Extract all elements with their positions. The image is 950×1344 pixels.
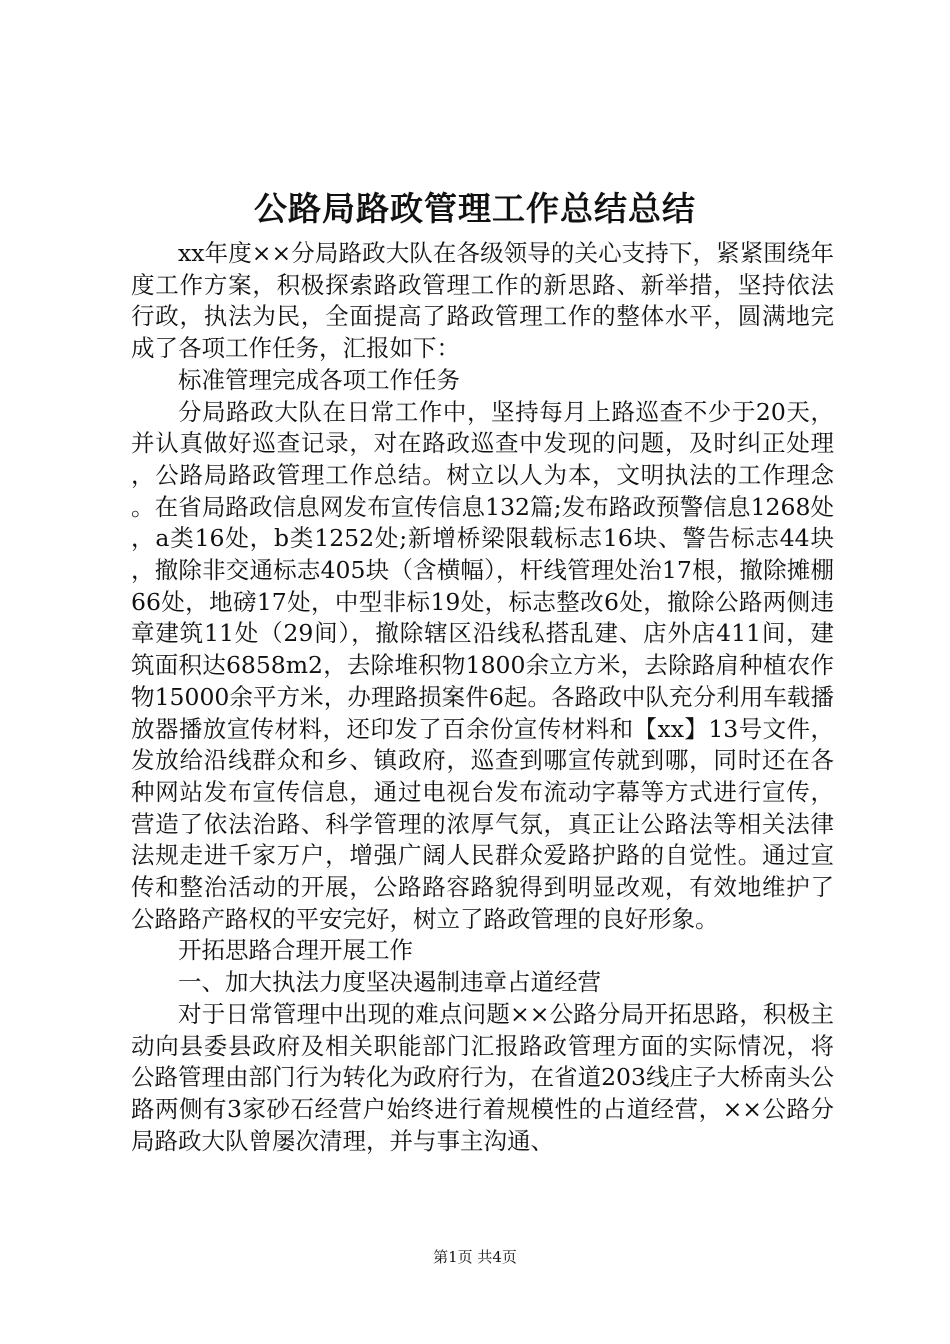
section-heading-expand-ideas: 开拓思路合理开展工作 [178, 936, 413, 965]
document-title: 公路局路政管理工作总结总结 [254, 189, 696, 228]
section-heading-standard-management: 标准管理完成各项工作任务 [178, 365, 460, 394]
paragraph-patrol-work: 分局路政大队在日常工作中，坚持每月上路巡查不少于20天，并认真做好巡查记录，对在路政巡查中发现的问题，及时纠正处理，公路局路政管理工作总结。树立以人为本，文明执法的工作理念。在省局路政信息网发布宣传信息132篇;发布路政预警信息1268处，a类16处，b类1252处;新增桥梁限载标志16块、警告标志44块，撤除非交通标志405块（含横幅），杆线管理处治17根，撤除摊棚66处，地磅17处，中型非标19处，标志整改6处，撤除公路两侧违章建筑11处（29间），撤除辖区沿线私搭乱建、店外店411间，建筑面积达6858m2，去除堆积物1800余立方米，去除路肩种植农作物15000余平方米，办理路损案件6起。各路政中队充分利用车载播放器播放宣传材料，还印发了百余份宣传材料和【xx】13号文件，发放给沿线群众和乡、镇政府，巡查到哪宣传就到哪，同时还在各种网站发布宣传信息，通过电视台发布流动字幕等方式进行宣传，营造了依法治路、科学管理的浓厚气氛，真正让公路法等相关法律法规走进千家万户，增强广阔人民群众爱路护路的自觉性。通过宣传和整治活动的开展，公路路容路貌得到明显改观，有效地维护了公路路产路权的平安完好，树立了路政管理的良好形象。 [131, 397, 834, 933]
paragraph-difficult-issues: 对于日常管理中出现的难点问题××公路分局开拓思路，积极主动向县委县政府及相关职能部门汇报路政管理方面的实际情况，将公路管理由部门行为转化为政府行为，在省道203线庄子大桥南头公路两侧有3家砂石经营户始终进行着规模性的占道经营，××公路分局路政大队曾屡次清理，并与事主沟通、 [131, 999, 834, 1155]
page-number-footer: 第1页 共4页 [433, 1248, 517, 1266]
document-body [131, 238, 834, 1157]
subsection-heading-enforcement: 一、加大执法力度坚决遏制违章占道经营 [178, 968, 601, 997]
paragraph-intro: xx年度××分局路政大队在各级领导的关心支持下，紧紧围绕年度工作方案，积极探索路政管理工作的新思路、新举措，坚持依法行政，执法为民，全面提高了路政管理工作的整体水平，圆满地完成了各项工作任务，汇报如下： [131, 239, 834, 363]
